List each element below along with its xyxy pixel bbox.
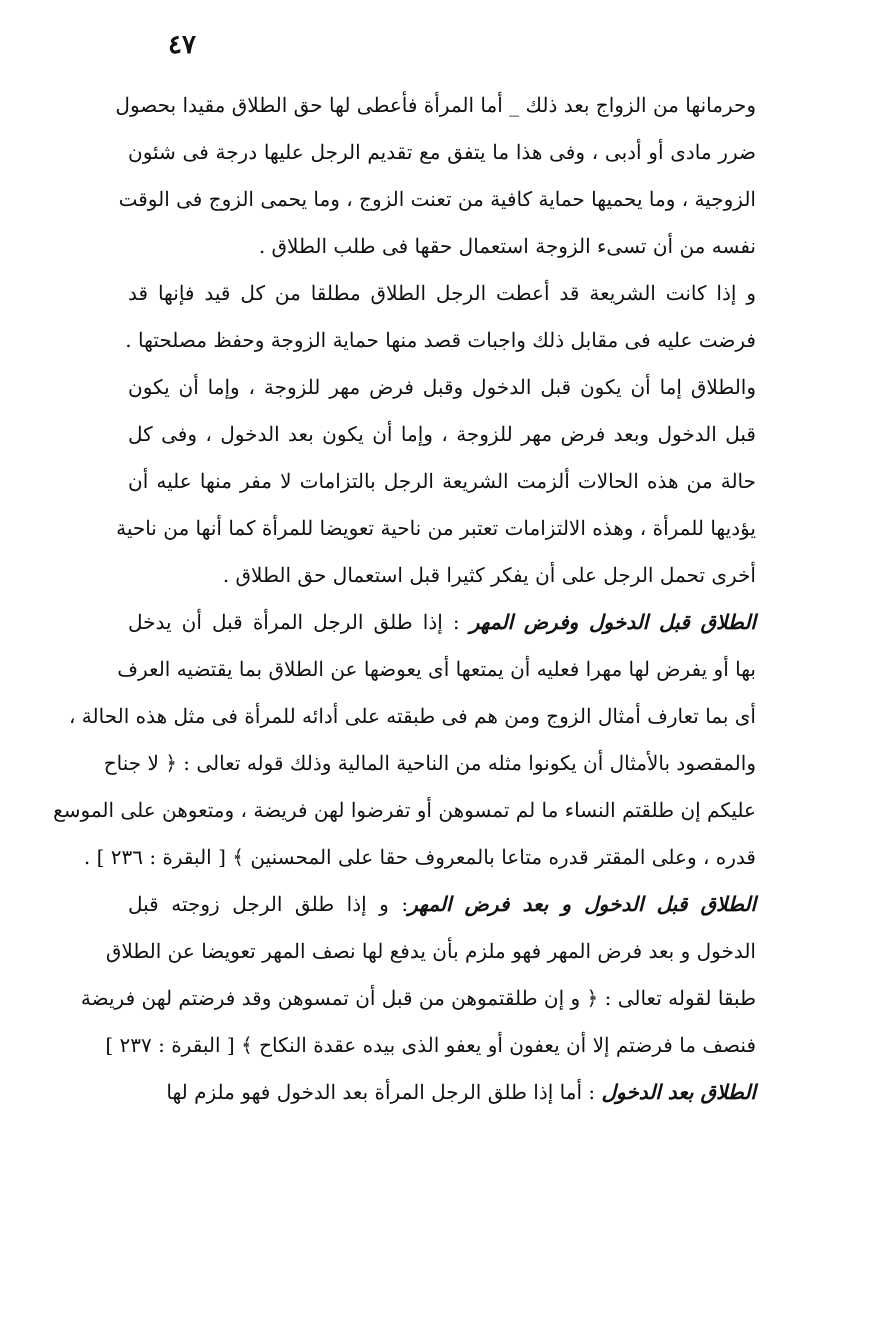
text-line: أخرى تحمل الرجل على أن يفكر كثيرا قبل استعمال حق الطلاق . xyxy=(222,563,756,587)
text-run: : و إذا طلق الرجل زوجته قبل xyxy=(128,892,409,916)
text-line xyxy=(128,1069,756,1116)
text-line: والطلاق إما أن يكون قبل الدخول وقبل فرض مهر للزوجة ، وإما أن يكون xyxy=(128,375,756,399)
text-line: طبقا لقوله تعالى : ﴿ و إن طلقتموهن من قبل أن تمسوهن وقد فرضتم لهن فريضة xyxy=(80,986,756,1010)
section-heading: الطلاق قبل الدخول و بعد فرض المهر xyxy=(408,892,757,916)
text-line: الدخول و بعد فرض المهر فهو ملزم بأن يدفع لها نصف المهر تعويضا عن الطلاق xyxy=(105,939,756,963)
section-heading: الطلاق بعد الدخول xyxy=(601,1080,756,1104)
text-line xyxy=(128,881,756,928)
text-line: بها أو يفرض لها مهرا فعليه أن يمتعها أى يعوضها عن الطلاق بما يقتضيه العرف xyxy=(117,657,756,681)
text-line: ضرر مادى أو أدبى ، وفى هذا ما يتفق مع تقديم الرجل عليها درجة فى شئون xyxy=(128,140,756,164)
page-number: ٤٧ xyxy=(168,30,196,60)
text-line: والمقصود بالأمثال أن يكونوا مثله من الناحية المالية وذلك قوله تعالى : ﴿ لا جناح xyxy=(103,751,756,775)
paragraph xyxy=(116,364,756,599)
paragraph xyxy=(128,1069,756,1116)
paragraph xyxy=(125,270,756,364)
text-run: : أما إذا طلق الرجل المرأة بعد الدخول فهو ملزم لها xyxy=(166,1080,602,1104)
text-line: قبل الدخول وبعد فرض مهر للزوجة ، وإما أن يكون بعد الدخول ، وفى كل xyxy=(128,422,756,446)
text-line: يؤديها للمرأة ، وهذه الالتزامات تعتبر من ناحية تعويضا للمرأة كما أنها من ناحية xyxy=(116,516,756,540)
text-line: نفسه من أن تسىء الزوجة استعمال حقها فى طلب الطلاق . xyxy=(258,234,756,258)
text-line xyxy=(128,599,756,646)
paragraph xyxy=(53,599,756,881)
text-line: أى بما تعارف أمثال الزوج ومن هم فى طبقته على أدائه للمرأة فى مثل هذه الحالة ، xyxy=(68,704,756,728)
text-line: عليكم إن طلقتم النساء ما لم تمسوهن أو تفرضوا لهن فريضة ، ومتعوهن على الموسع xyxy=(53,798,756,822)
body-text xyxy=(53,82,757,1116)
text-line: فنصف ما فرضتم إلا أن يعفون أو يعفو الذى بيده عقدة النكاح ﴾ [ البقرة : ٢٣٧ ] xyxy=(105,1033,756,1057)
text-line: فرضت عليه فى مقابل ذلك واجبات قصد منها حماية الزوجة وحفظ مصلحتها . xyxy=(125,328,756,352)
section-heading: الطلاق قبل الدخول وفرض المهر xyxy=(469,610,756,634)
text-line: و إذا كانت الشريعة قد أعطت الرجل الطلاق مطلقا من كل قيد فإنها قد xyxy=(128,281,756,305)
text-line: قدره ، وعلى المقتر قدره متاعا بالمعروف حقا على المحسنين ﴾ [ البقرة : ٢٣٦ ] . xyxy=(83,845,756,869)
paragraph xyxy=(115,82,756,270)
text-run: : إذا طلق الرجل المرأة قبل أن يدخل xyxy=(128,610,470,634)
paragraph xyxy=(80,881,757,1069)
text-line: الزوجية ، وما يحميها حماية كافية من تعنت الزوج ، وما يحمى الزوج فى الوقت xyxy=(118,187,756,211)
text-line: وحرمانها من الزواج بعد ذلك _ أما المرأة فأعطى لها حق الطلاق مقيدا بحصول xyxy=(115,93,756,117)
text-line: حالة من هذه الحالات ألزمت الشريعة الرجل بالتزامات لا مفر منها عليه أن xyxy=(128,469,756,493)
